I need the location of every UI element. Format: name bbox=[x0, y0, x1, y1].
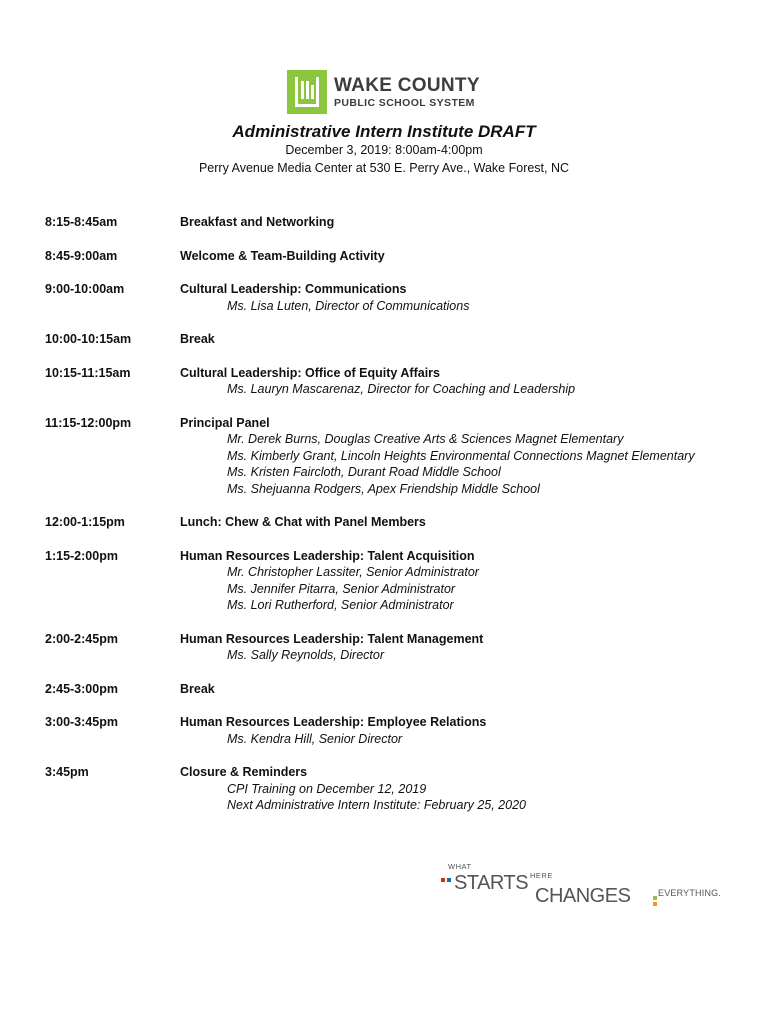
agenda-row bbox=[45, 365, 735, 398]
agenda-item-detail: Ms. Lisa Luten, Director of Communications bbox=[227, 298, 470, 313]
agenda-row bbox=[45, 764, 735, 814]
agenda-item-title: Lunch: Chew & Chat with Panel Members bbox=[180, 515, 426, 529]
agenda-item-detail: Ms. Kristen Faircloth, Durant Road Middle School bbox=[227, 465, 501, 479]
agenda-time: 11:15-12:00pm bbox=[45, 415, 132, 430]
agenda-row bbox=[45, 514, 735, 531]
agenda-time: 9:00-10:00am bbox=[45, 282, 125, 296]
agenda-row bbox=[45, 214, 735, 231]
agenda-item-detail: Ms. Kimberly Grant, Lincoln Heights Environmental Connections Magnet Elementary bbox=[227, 448, 695, 463]
logo-title: WAKE COUNTY bbox=[334, 74, 480, 96]
agenda-row bbox=[45, 331, 735, 348]
agenda-item-detail: Ms. Lori Rutherford, Senior Administrator bbox=[227, 598, 454, 612]
wcpss-logo-icon bbox=[287, 70, 327, 114]
wcpss-logo bbox=[287, 70, 480, 114]
agenda-time: 2:45-3:00pm bbox=[45, 681, 118, 696]
event-date: December 3, 2019: 8:00am-4:00pm bbox=[285, 143, 483, 157]
agenda-time: 3:45pm bbox=[45, 765, 89, 779]
agenda-item-title: Cultural Leadership: Communications bbox=[180, 282, 407, 296]
tagline-dot bbox=[447, 878, 451, 882]
agenda-time: 10:15-11:15am bbox=[45, 365, 131, 380]
agenda-item-title: Human Resources Leadership: Employee Relations bbox=[180, 715, 487, 729]
agenda-item-title: Human Resources Leadership: Talent Management bbox=[180, 631, 484, 646]
agenda-schedule bbox=[45, 214, 735, 831]
tagline-starts: STARTS bbox=[454, 872, 529, 894]
tagline-dot bbox=[441, 878, 445, 882]
agenda-item-detail: Mr. Derek Burns, Douglas Creative Arts & Sciences Magnet Elementary bbox=[227, 432, 624, 446]
agenda-row bbox=[45, 248, 735, 265]
agenda-row bbox=[45, 714, 735, 747]
agenda-item-detail: Ms. Jennifer Pitarra, Senior Administrator bbox=[227, 581, 456, 596]
agenda-item-title: Closure & Reminders bbox=[180, 765, 308, 779]
logo-subtitle: PUBLIC SCHOOL SYSTEM bbox=[334, 96, 475, 109]
agenda-item-detail: Mr. Christopher Lassiter, Senior Administrator bbox=[227, 565, 479, 579]
tagline-changes: CHANGES bbox=[535, 885, 631, 907]
agenda-item-detail: Ms. Shejuanna Rodgers, Apex Friendship Middle School bbox=[227, 481, 540, 496]
tagline-dot bbox=[653, 896, 657, 900]
agenda-time: 8:45-9:00am bbox=[45, 248, 118, 263]
tagline-dot bbox=[653, 902, 657, 906]
agenda-item-detail: Ms. Sally Reynolds, Director bbox=[227, 648, 384, 662]
agenda-item-title: Welcome & Team-Building Activity bbox=[180, 248, 385, 263]
agenda-row bbox=[45, 281, 735, 314]
agenda-item-title: Cultural Leadership: Office of Equity Affairs bbox=[180, 365, 440, 380]
agenda-time: 12:00-1:15pm bbox=[45, 515, 125, 529]
page-title: Administrative Intern Institute DRAFT bbox=[232, 122, 536, 141]
agenda-row bbox=[45, 681, 735, 698]
agenda-time: 1:15-2:00pm bbox=[45, 548, 118, 563]
agenda-item-title: Break bbox=[180, 681, 215, 696]
agenda-time: 8:15-8:45am bbox=[45, 215, 118, 229]
tagline-here: HERE bbox=[530, 871, 553, 880]
agenda-item-title: Principal Panel bbox=[180, 415, 270, 430]
agenda-item-title: Human Resources Leadership: Talent Acquisition bbox=[180, 548, 475, 563]
tagline-logo bbox=[437, 862, 737, 912]
event-location: Perry Avenue Media Center at 530 E. Perry Ave., Wake Forest, NC bbox=[198, 161, 570, 175]
agenda-item-detail: Next Administrative Intern Institute: February 25, 2020 bbox=[227, 798, 526, 812]
agenda-time: 3:00-3:45pm bbox=[45, 715, 118, 729]
agenda-row bbox=[45, 415, 735, 498]
agenda-row bbox=[45, 548, 735, 614]
agenda-item-detail: Ms. Kendra Hill, Senior Director bbox=[227, 731, 403, 746]
agenda-time: 10:00-10:15am bbox=[45, 332, 132, 346]
agenda-item-detail: CPI Training on December 12, 2019 bbox=[227, 781, 427, 796]
tagline-what: WHAT bbox=[448, 862, 472, 871]
agenda-item-detail: Ms. Lauryn Mascarenaz, Director for Coaching and Leadership bbox=[227, 382, 576, 396]
agenda-item-title: Breakfast and Networking bbox=[180, 215, 335, 229]
tagline-everything: EVERYTHING. bbox=[658, 888, 722, 898]
agenda-time: 2:00-2:45pm bbox=[45, 631, 118, 646]
agenda-row bbox=[45, 631, 735, 664]
agenda-item-title: Break bbox=[180, 332, 215, 346]
